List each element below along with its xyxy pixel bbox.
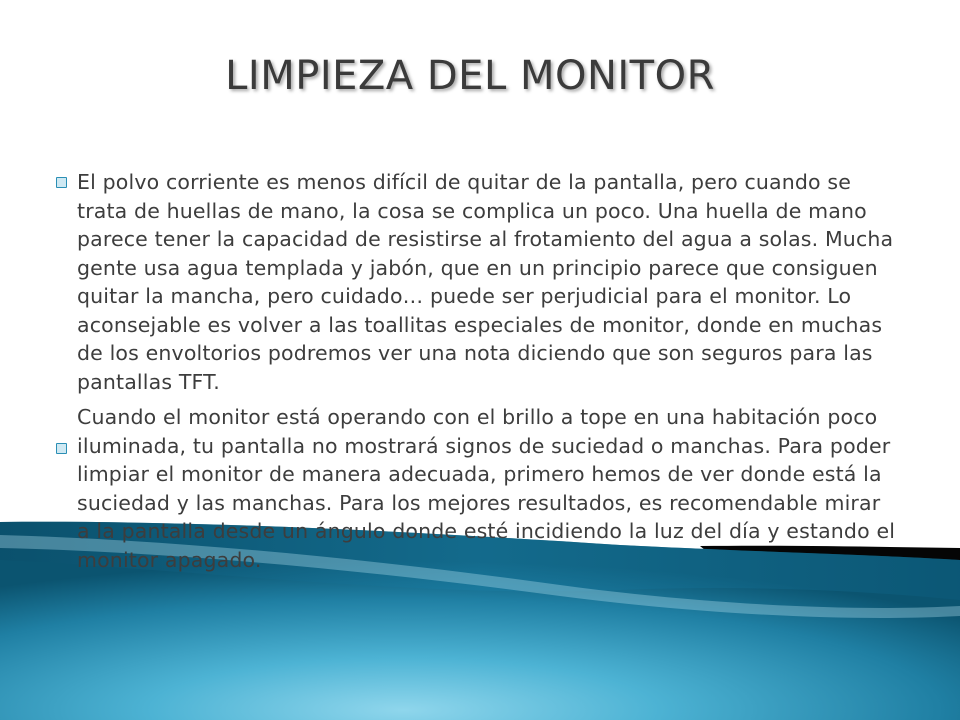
bullet-icon <box>56 177 67 188</box>
paragraph-1: El polvo corriente es menos difícil de quitar de la pantalla, pero cuando se trata de huellas de mano, la cosa se complica un poco. Una huella de mano parece tener la capacidad de resistirse al frotamiento del agua a solas. Mucha gente usa agua templada y jabón, que en un principio parece que consiguen quitar la mancha, pero cuidado… puede ser perjudicial para el monitor. Lo aconsejable es volver a las toallitas especiales de monitor, donde en muchas de los envoltorios podremos ver una nota diciendo que son seguros para las pantallas TFT. <box>77 170 894 394</box>
paragraph-2: Cuando el monitor está operando con el brillo a tope en una habitación poco iluminada, tu pantalla no mostrará signos de suciedad o manchas. Para poder limpiar el monitor de manera adecuada, primero hemos de ver donde está la suciedad y las manchas. Para los mejores resultados, es recomendable mirar a la pantalla desde un ángulo donde esté incidiendo la luz del día y estando el monitor apagado. <box>77 405 896 572</box>
slide-body <box>77 168 897 581</box>
slide-title: LIMPIEZA DEL MONITOR <box>225 53 715 99</box>
bullet-icon <box>56 443 67 454</box>
